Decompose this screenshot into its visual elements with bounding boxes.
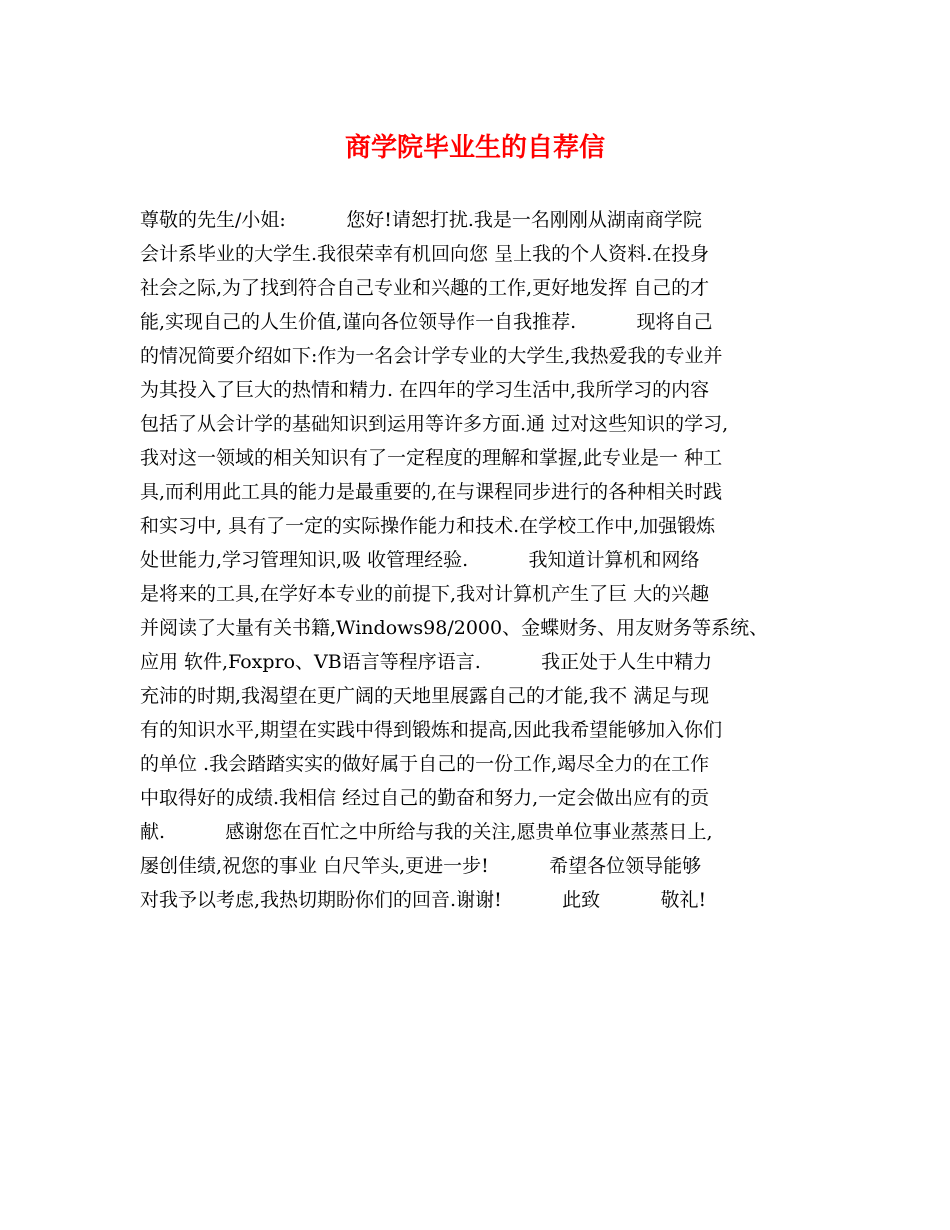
letter-line: 能,实现自己的人生价值,谨向各位领导作一自我推荐. 现将自己 <box>140 311 713 333</box>
letter-line: 充沛的时期,我渴望在更广阔的天地里展露自己的才能,我不 满足与现 <box>140 685 710 707</box>
letter-line: 社会之际,为了找到符合自己专业和兴趣的工作,更好地发挥 自己的才 <box>140 277 710 299</box>
letter-line: 会计系毕业的大学生.我很荣幸有机回向您 呈上我的个人资料.在投身 <box>140 243 710 265</box>
letter-line: 屡创佳绩,祝您的事业 白尺竿头,更进一步! 希望各位领导能够 <box>140 855 702 877</box>
letter-line: 有的知识水平,期望在实践中得到锻炼和提高,因此我希望能够加入你们 <box>140 719 723 741</box>
letter-line: 是将来的工具,在学好本专业的前提下,我对计算机产生了巨 大的兴趣 <box>140 583 710 605</box>
document-title: 商学院毕业生的自荐信 <box>344 133 605 163</box>
letter-line: 我对这一领域的相关知识有了一定程度的理解和掌握,此专业是一 种工 <box>140 447 723 469</box>
letter-line: 包括了从会计学的基础知识到运用等许多方面.通 过对这些知识的学习, <box>140 413 729 435</box>
letter-line: 的情况简要介绍如下:作为一名会计学专业的大学生,我热爱我的专业并 <box>140 345 723 367</box>
letter-line: 中取得好的成绩.我相信 经过自己的勤奋和努力,一定会做出应有的贡 <box>140 787 710 809</box>
letter-line: 并阅读了大量有关书籍,Windows98/2000、金蝶财务、用友财务等系统、 <box>140 617 769 639</box>
letter-line: 献. 感谢您在百忙之中所给与我的关注,愿贵单位事业蒸蒸日上, <box>140 821 713 843</box>
letter-line: 为其投入了巨大的热情和精力. 在四年的学习生活中,我所学习的内容 <box>140 379 710 401</box>
letter-line: 尊敬的先生/小姐: 您好!请恕打扰.我是一名刚刚从湖南商学院 <box>140 209 702 231</box>
letter-line: 应用 软件,Foxpro、VB语言等程序语言. 我正处于人生中精力 <box>140 651 713 673</box>
letter-line: 处世能力,学习管理知识,吸 收管理经验. 我知道计算机和网络 <box>140 549 700 571</box>
letter-line: 的单位 .我会踏踏实实的做好属于自己的一份工作,竭尽全力的在工作 <box>140 753 710 775</box>
letter-line: 和实习中, 具有了一定的实际操作能力和技术.在学校工作中,加强锻炼 <box>140 515 716 537</box>
letter-line: 具,而利用此工具的能力是最重要的,在与课程同步进行的各种相关时践 <box>140 481 723 503</box>
letter-line: 对我予以考虑,我热切期盼你们的回音.谢谢! 此致 敬礼! <box>140 889 707 911</box>
letter-body <box>140 203 840 917</box>
